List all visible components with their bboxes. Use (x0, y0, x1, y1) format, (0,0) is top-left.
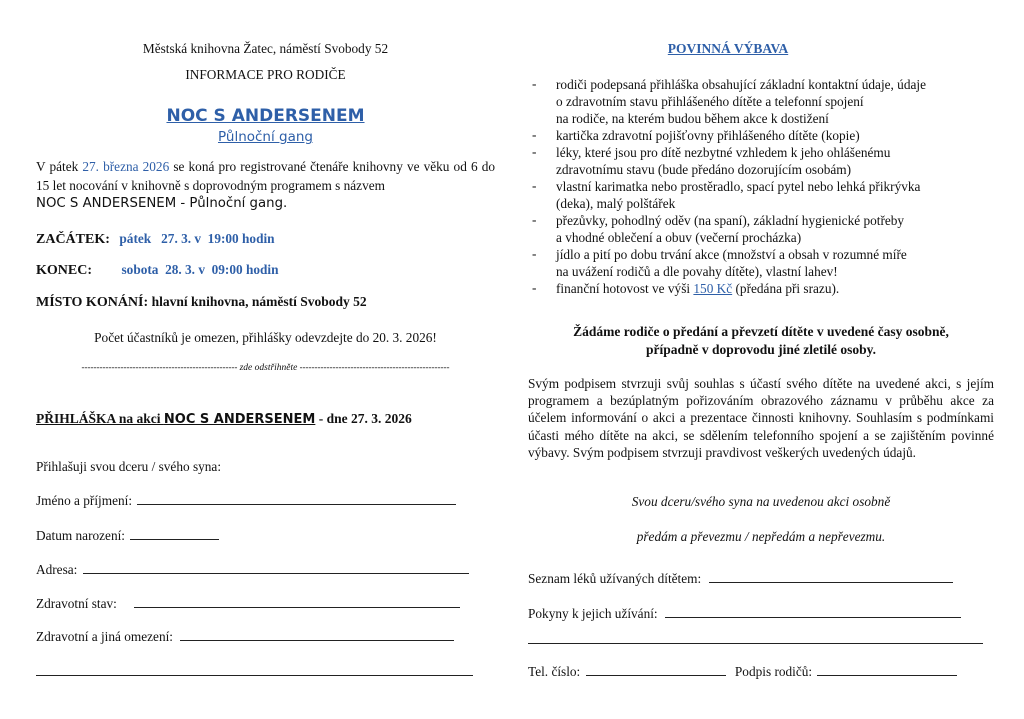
limits-input-line[interactable] (180, 628, 454, 641)
instructions-field-row (528, 605, 961, 622)
limits-label: Zdravotní a jiná omezení: (36, 629, 173, 644)
signature-input-line[interactable] (817, 663, 957, 676)
phone-signature-row (528, 663, 957, 680)
meds-label: Seznam léků užívaných dítětem: (528, 571, 702, 586)
address-field-row (36, 561, 469, 578)
equipment-line: na rodiče, na kterém budou během akce k dostižení (556, 111, 829, 126)
bullet-dash: - (532, 212, 537, 227)
request-line: případně v doprovodu jiné zletilé osoby. (645, 342, 877, 357)
bullet-dash: - (532, 280, 537, 295)
address-label: Adresa: (36, 562, 78, 577)
cut-dashes-right: -------------------------------------------------- (299, 362, 450, 372)
birth-input-line[interactable] (130, 527, 219, 540)
event-title: NOC S ANDERSENEM (166, 106, 365, 126)
consent-paragraph: Svým podpisem stvrzuji svůj souhlas s účastí svého dítěte na uvedené akci, s jejím programem a bezúplatným pořizováním obrazového záznamu v průběhu akce za účelem informování o akci a prezentace činnosti knihovny. Souhlasím s podmínkami účasti mého dítěte na akci, se sdělením telefonního spojení a se zajištěním povinné výbavy. Svým podpisem stvrzuji pravdivost veškerých uvedených údajů. (528, 376, 994, 460)
intro-event-name: NOC S ANDERSENEM - Půlnoční gang. (36, 196, 288, 211)
equipment-line: (deka), malý polštářek (556, 196, 676, 211)
handover-request (528, 323, 994, 359)
equipment-item-text (556, 212, 904, 246)
fee-note: (předána při srazu). (732, 281, 840, 296)
event-subtitle: Půlnoční gang (217, 129, 313, 145)
equipment-line: léky, které jsou pro dítě nezbytné vzhledem k jeho ohlášenému (556, 145, 891, 160)
start-row (36, 231, 275, 248)
cut-line (36, 362, 495, 373)
health-label: Zdravotní stav: (36, 596, 117, 611)
place-value: hlavní knihovna, náměstí Svobody 52 (151, 294, 367, 309)
request-line: Žádáme rodiče o předání a převzetí dítěte v uvedené časy osobně, (573, 324, 949, 339)
equipment-item-text (556, 144, 890, 178)
instructions-input-line[interactable] (665, 605, 961, 618)
meds-field-row (528, 570, 953, 587)
equipment-item-text (556, 178, 920, 212)
handover-line-2: předám a převezmu / nepředám a nepřevezmu. (636, 529, 886, 544)
equipment-line: zdravotnímu stavu (bude předáno dozorujícím osobám) (556, 162, 852, 177)
equipment-line: a vhodné oblečení a obuv (večerní procházka) (556, 230, 802, 245)
form-title-event: NOC S ANDERSENEM (163, 412, 316, 427)
equipment-line: jídlo a pití po dobu trvání akce (množství a obsah v rozumné míře (556, 247, 907, 262)
equipment-line: vlastní karimatka nebo prostěradlo, spací pytel nebo lehká přikrývka (556, 179, 921, 194)
end-label: KONEC: (36, 263, 92, 278)
health-input-line[interactable] (134, 595, 460, 608)
equipment-item-text (556, 127, 860, 144)
equipment-item-text (556, 246, 907, 280)
place-label: MÍSTO KONÁNÍ: (36, 295, 149, 310)
start-value: pátek 27. 3. v 19:00 hodin (119, 231, 275, 246)
bullet-dash: - (532, 178, 537, 193)
birth-field-row (36, 527, 219, 544)
event-date: 27. března 2026 (82, 159, 170, 174)
bullet-dash: - (532, 76, 537, 91)
form-title-underlined (36, 411, 315, 426)
equipment-line: rodiči podepsaná přihláška obsahující základní kontaktní údaje, údaje (556, 77, 926, 92)
bullet-dash: - (532, 144, 537, 159)
instructions-label: Pokyny k jejich užívání: (528, 606, 658, 621)
equipment-line: o zdravotním stavu přihlášeného dítěte a telefonní spojení (556, 94, 864, 109)
end-row (36, 262, 279, 279)
phone-label: Tel. číslo: (528, 664, 581, 679)
address-input-line[interactable] (83, 561, 469, 574)
intro-paragraph (36, 157, 495, 195)
intro-text-2: se koná pro registrované čtenáře knihovny ve věku od 6 do 15 let nocování v knihovně s doprovodným programem s názvem (36, 159, 496, 193)
form-title-part1: PŘIHLÁŠKA na akci (36, 411, 164, 426)
equipment-line: na uvážení rodičů a dle povahy dítěte), vlastní lahev! (556, 264, 838, 279)
phone-input-line[interactable] (586, 663, 726, 676)
limits-input-line-2[interactable] (36, 663, 473, 676)
start-label: ZAČÁTEK: (36, 232, 110, 247)
enroll-line: Přihlašuji svou dceru / svého syna: (36, 459, 222, 474)
cut-label: zde odstřihněte (239, 363, 298, 373)
health-field-row (36, 595, 460, 612)
info-heading: INFORMACE PRO RODIČE (185, 67, 346, 82)
name-field-row (36, 492, 456, 509)
equipment-line: kartička zdravotní pojišťovny přihlášeného dítěte (kopie) (556, 128, 860, 143)
participant-limit-note: Počet účastníků je omezen, přihlášky odevzdejte do 20. 3. 2026! (94, 330, 437, 345)
fee-text: finanční hotovost ve výši (556, 281, 694, 296)
name-input-line[interactable] (137, 492, 456, 505)
end-value: sobota 28. 3. v 09:00 hodin (121, 262, 279, 277)
handover-line-1: Svou dceru/svého syna na uvedenou akci osobně (631, 494, 891, 509)
equipment-item-text (556, 76, 926, 127)
name-label: Jméno a příjmení: (36, 493, 133, 508)
form-title (36, 411, 412, 427)
bullet-dash: - (532, 127, 537, 142)
fee-amount: 150 Kč (693, 281, 733, 296)
equipment-item-text (556, 280, 839, 297)
signature-label: Podpis rodičů: (734, 664, 813, 679)
birth-label: Datum narození: (36, 528, 125, 543)
cut-dashes-left: ---------------------------------------------------- (81, 362, 238, 372)
intro-text-1: V pátek (36, 159, 83, 174)
equipment-heading: POVINNÁ VÝBAVA (667, 41, 789, 56)
limits-field-row (36, 628, 454, 645)
form-title-date: - dne 27. 3. 2026 (315, 411, 412, 426)
place-row (36, 294, 367, 311)
library-address: Městská knihovna Žatec, náměstí Svobody 52 (142, 41, 389, 56)
equipment-line: přezůvky, pohodlný oděv (na spaní), základní hygienické potřeby (556, 213, 905, 228)
instructions-input-line-2[interactable] (528, 631, 983, 644)
meds-input-line[interactable] (709, 570, 953, 583)
bullet-dash: - (532, 246, 537, 261)
